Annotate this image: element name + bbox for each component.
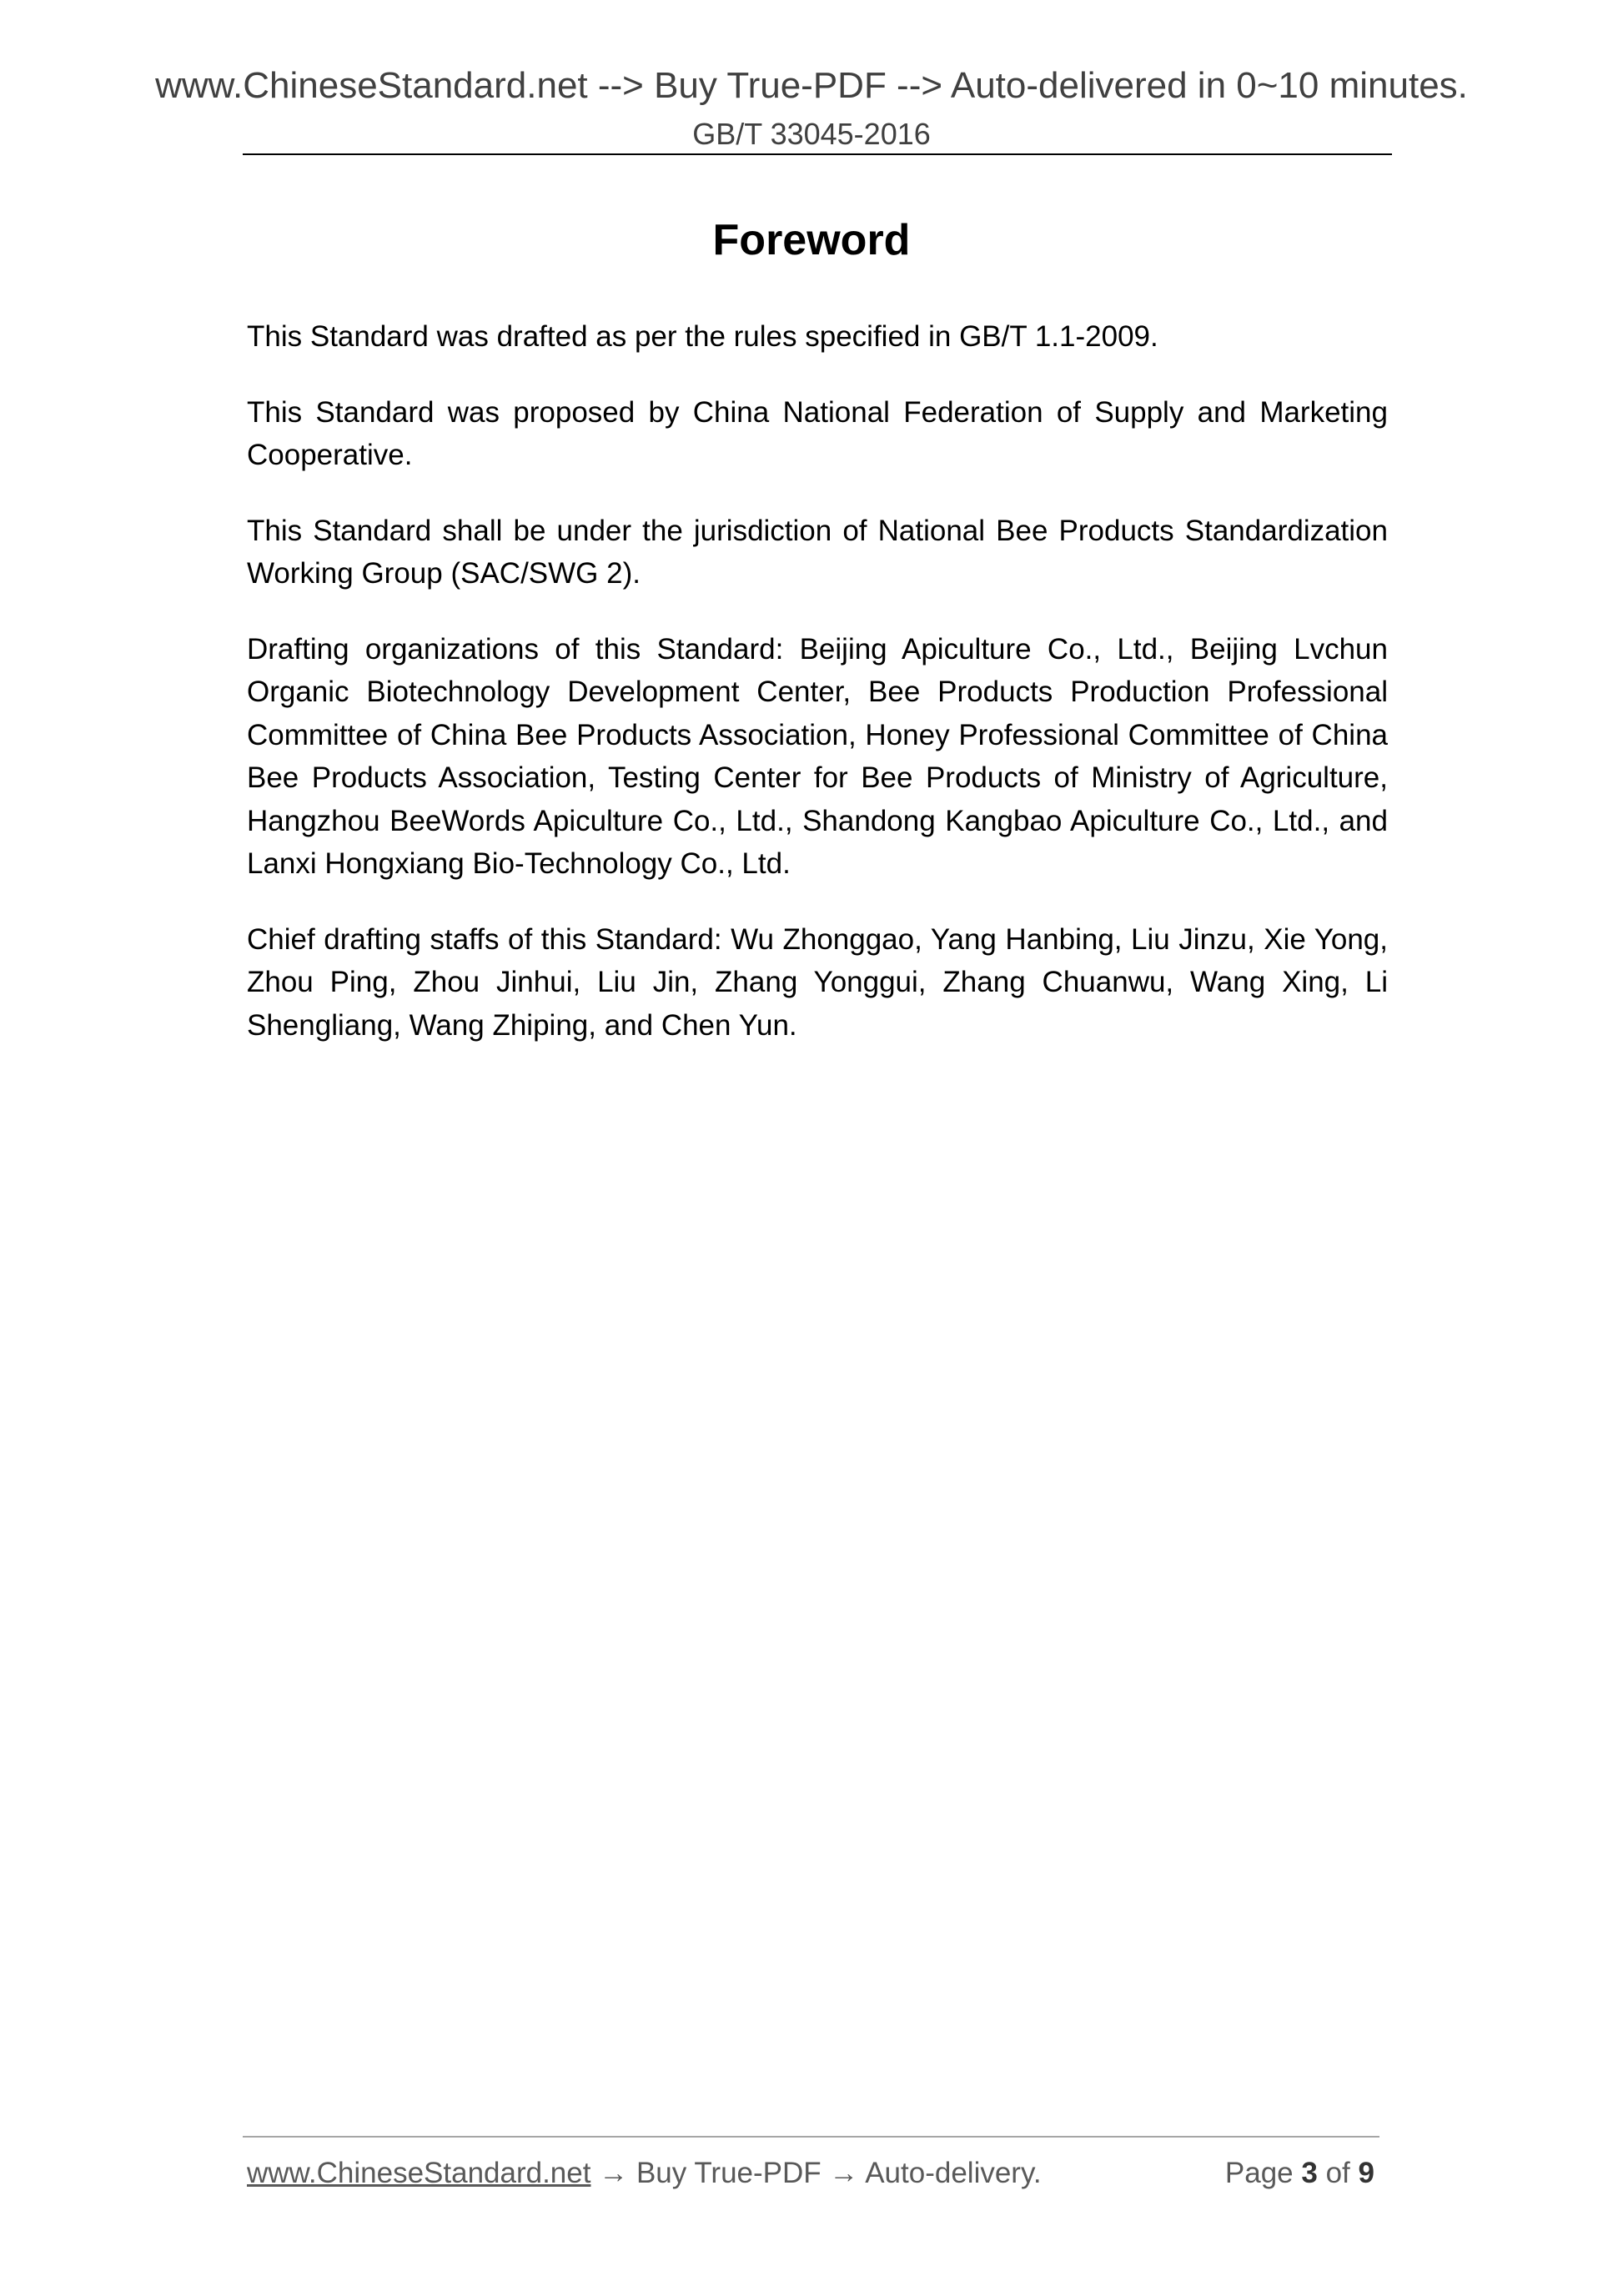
paragraph-jurisdiction: This Standard shall be under the jurisdiction of National Bee Products Standardization Working Group (SAC/SWG 2). xyxy=(247,514,1388,590)
arrow-right-icon: → xyxy=(829,2157,859,2189)
page-total: 9 xyxy=(1358,2157,1374,2189)
paragraph-proposed-by: This Standard was proposed by China National Federation of Supply and Marketing Cooperative. xyxy=(247,395,1388,471)
page-label: Page xyxy=(1224,2157,1294,2189)
footer-site-link[interactable]: www.ChineseStandard.net xyxy=(247,2157,591,2189)
arrow-right-icon: → xyxy=(599,2157,629,2189)
footer-delivery-text: Auto-delivery. xyxy=(865,2157,1042,2189)
foreword-body xyxy=(247,315,1388,1079)
page-current: 3 xyxy=(1301,2157,1318,2189)
header-divider xyxy=(243,153,1392,155)
paragraph-chief-drafting-staffs: Chief drafting staffs of this Standard: Wu Zhonggao, Yang Hanbing, Liu Jinzu, Xie Yong, Zhou Ping, Zhou Jinhui, Liu Jin, Zhang Yonggui, Zhang Chuanwu, Wang Xing, Li Shengliang, Wang Zhiping, and Chen Yun. xyxy=(247,922,1388,1042)
paragraph-drafting-rules: This Standard was drafted as per the rules specified in GB/T 1.1-2009. xyxy=(247,320,1158,353)
footer-buy-text: Buy True-PDF xyxy=(636,2157,822,2189)
header-banner: www.ChineseStandard.net --> Buy True-PDF --> Auto-delivered in 0~10 minutes. xyxy=(155,65,1468,106)
footer-promo xyxy=(247,2157,1042,2190)
page-of-label: of xyxy=(1325,2157,1350,2189)
header-standard-number: GB/T 33045-2016 xyxy=(692,117,931,151)
paragraph-drafting-organizations: Drafting organizations of this Standard: Beijing Apiculture Co., Ltd., Beijing Lvchun Organic Biotechnology Development Center, Bee Products Production Professional Committee of China Bee Products Association, Honey Professional Committee of China Bee Products Association, Testing Center for Bee Products of Ministry of Agriculture, Hangzhou BeeWords Apiculture Co., Ltd., Shandong Kangbao Apiculture Co., Ltd., and Lanxi Hongxiang Bio-Technology Co., Ltd. xyxy=(247,632,1388,880)
page-number xyxy=(1225,2157,1374,2190)
page-title: Foreword xyxy=(712,216,911,264)
footer-divider xyxy=(243,2136,1379,2138)
